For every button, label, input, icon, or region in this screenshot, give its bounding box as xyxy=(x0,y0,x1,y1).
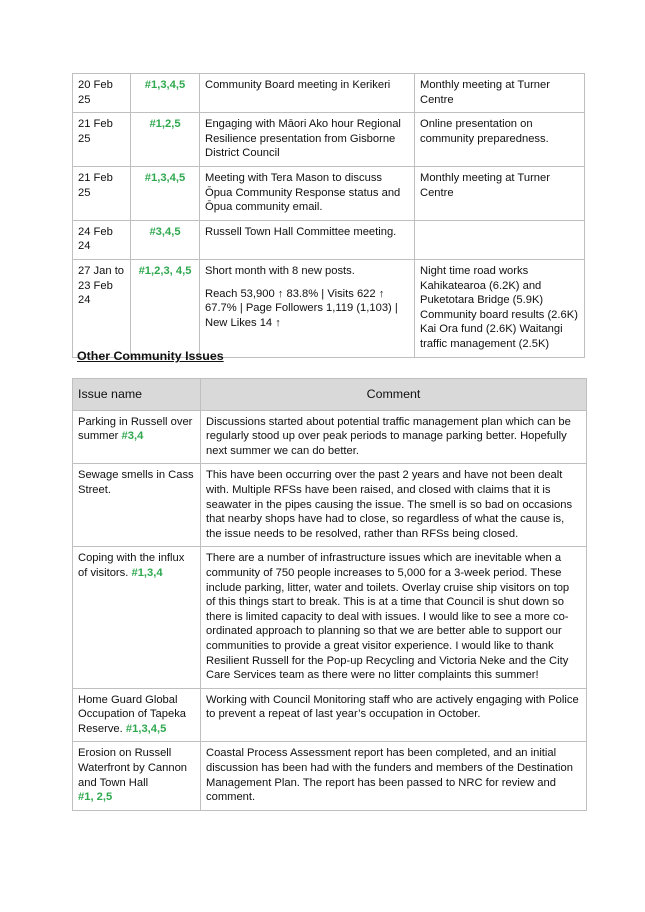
issue-cell xyxy=(73,464,201,547)
notes-cell xyxy=(415,220,585,259)
table-row xyxy=(73,464,587,547)
table-row xyxy=(73,113,585,167)
table-row xyxy=(73,259,585,357)
date-cell: 27 Jan to 23 Feb 24 xyxy=(73,259,131,357)
activity-text: Short month with 8 new posts. xyxy=(205,264,355,277)
tags-cell: #1,2,3, 4,5 xyxy=(131,259,200,357)
engagements-table xyxy=(72,73,585,358)
activity-cell: Russell Town Hall Committee meeting. xyxy=(200,220,415,259)
tags-cell: #1,3,4,5 xyxy=(131,74,200,113)
table-row xyxy=(73,166,585,220)
date-cell: 21 Feb 25 xyxy=(73,113,131,167)
issue-cell xyxy=(73,547,201,688)
notes-cell: Monthly meeting at Turner Centre xyxy=(415,166,585,220)
table-row xyxy=(73,410,587,464)
issue-tags: #1, 2,5 xyxy=(78,791,113,804)
activity-cell: Community Board meeting in Kerikeri xyxy=(200,74,415,113)
comment-cell: There are a number of infrastructure issues which are inevitable when a community of 750 people increases to 5,000 for a 3-week period. These include parking, litter, water and toilets. Overlay cruise ship visitors on top of this things start to break. This is at a time that Council is shut down so there is limited capacity to deal with issues. I would like to see a more co-ordinated approach to planning so that we are better able to support our communities to provide a great visitor experience. I would like to thank Resilient Russell for the Pop-up Recycling and Victoria Neke and the City Care Services team as there were no litter complaints this summer! xyxy=(201,547,587,688)
issue-name: Sewage smells in Cass Street. xyxy=(78,469,194,496)
tags-cell: #3,4,5 xyxy=(131,220,200,259)
tags-cell: #1,2,5 xyxy=(131,113,200,167)
issue-tags: #1,3,4,5 xyxy=(125,722,167,735)
issues-table xyxy=(72,378,587,811)
issue-name: Home Guard Global Occupation of Tapeka Reserve. xyxy=(78,693,187,735)
comment-cell: Coastal Process Assessment report has been completed, and an initial discussion has been had with the funders and members of the Destination Management Plan. The report has been passed to NRC for review and comment. xyxy=(201,742,587,810)
table-row xyxy=(73,742,587,810)
issue-cell xyxy=(73,742,201,810)
issue-name-header: Issue name xyxy=(73,379,201,411)
date-cell: 21 Feb 25 xyxy=(73,166,131,220)
comment-cell: This have been occurring over the past 2 years and have not been dealt with. Multiple RFSs have been raised, and closed with claims that it is seawater in the pipes causing the issue. The smell is so bad on occasions that nearby shops have had to close, so regardless of what the cause is, the issue needs to be resolved, rather than RFSs being closed. xyxy=(201,464,587,547)
activity-cell: Meeting with Tera Mason to discuss Ōpua Community Response status and Ōpua community email. xyxy=(200,166,415,220)
issue-name: Parking in Russell over summer xyxy=(78,415,193,443)
issue-tags: #1,3,4 xyxy=(131,566,163,579)
date-cell: 20 Feb 25 xyxy=(73,74,131,113)
header-row xyxy=(73,379,587,411)
table-row xyxy=(73,74,585,113)
comment-cell: Working with Council Monitoring staff who are actively engaging with Police to prevent a repeat of last year’s occupation in October. xyxy=(201,688,587,742)
notes-cell: Online presentation on community preparedness. xyxy=(415,113,585,167)
table-row xyxy=(73,547,587,688)
table-row xyxy=(73,688,587,742)
section-heading: Other Community Issues xyxy=(77,349,224,363)
notes-cell: Monthly meeting at Turner Centre xyxy=(415,74,585,113)
date-cell: 24 Feb 24 xyxy=(73,220,131,259)
comment-header: Comment xyxy=(201,379,587,411)
issue-name: Coping with the influx of visitors. xyxy=(78,552,185,579)
activity-stats: Reach 53,900 ↑ 83.8% | Visits 622 ↑ 67.7% | Page Followers 1,119 (1,103) | New Likes 14 ↑ xyxy=(205,287,398,329)
activity-cell xyxy=(200,259,415,357)
issue-cell xyxy=(73,688,201,742)
issue-name: Erosion on Russell Waterfront by Cannon and Town Hall xyxy=(78,747,188,789)
tags-cell: #1,3,4,5 xyxy=(131,166,200,220)
activity-cell: Engaging with Māori Ako hour Regional Resilience presentation from Gisborne District Council xyxy=(200,113,415,167)
comment-cell: Discussions started about potential traffic management plan which can be regularly stood up over peak periods to manage parking better. Hopefully next summer we can do better. xyxy=(201,410,587,464)
notes-cell: Night time road works Kahikatearoa (6.2K) and Puketotara Bridge (5.9K) Community board results (2.6K) Kai Ora fund (2.6K) Waitangi traffic management (2.5K) xyxy=(415,259,585,357)
issue-cell xyxy=(73,410,201,464)
issue-tags: #3,4 xyxy=(121,430,144,443)
table-row xyxy=(73,220,585,259)
